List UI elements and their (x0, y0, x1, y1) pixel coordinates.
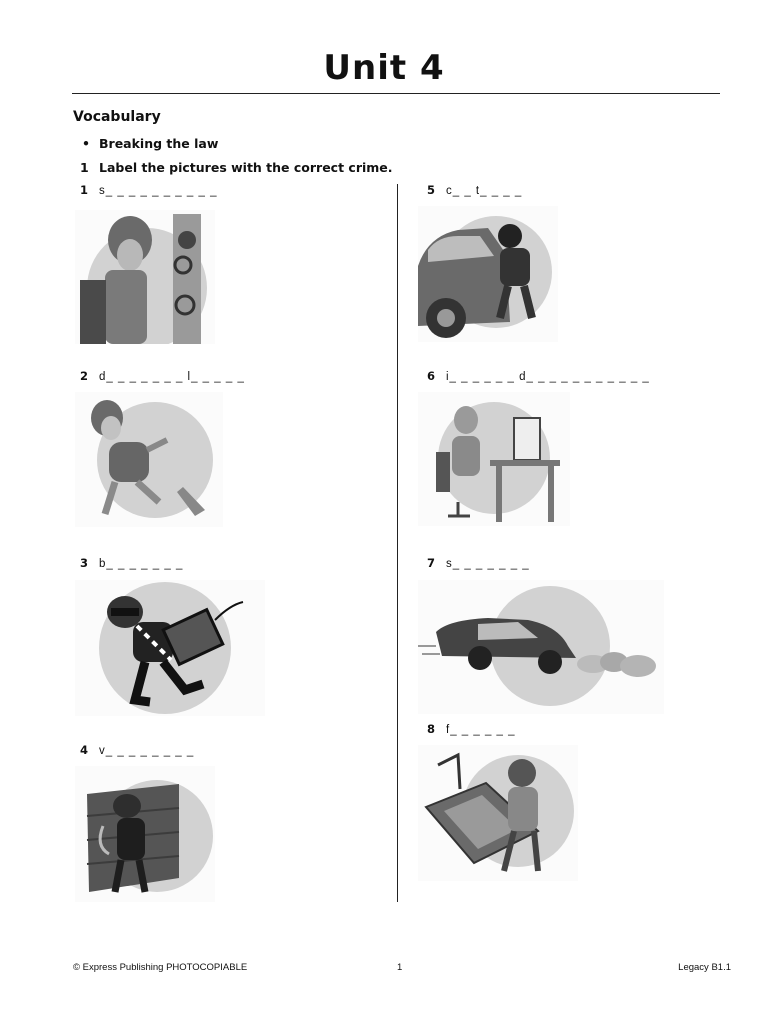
answer-blank[interactable]: s_ _ _ _ _ _ _ _ _ _ (99, 185, 218, 197)
car-thief-picture-icon (418, 206, 558, 342)
item-number: 1 (80, 183, 89, 197)
copyright-footer: © Express Publishing PHOTOCOPIABLE (73, 962, 248, 973)
illegal-download-picture-icon (418, 392, 570, 526)
item-number: 7 (427, 556, 436, 570)
bullet-label: Breaking the law (99, 136, 219, 151)
item-8 (427, 722, 516, 736)
instruction-text: Label the pictures with the correct crime. (99, 160, 393, 175)
graffiti-picture-icon (75, 210, 215, 344)
item-6 (427, 369, 650, 383)
item-number: 6 (427, 369, 436, 383)
item-number: 3 (80, 556, 89, 570)
answer-blank[interactable]: v_ _ _ _ _ _ _ _ (99, 745, 195, 757)
answer-blank[interactable]: i_ _ _ _ _ _ d_ _ _ _ _ _ _ _ _ _ _ (446, 371, 650, 383)
item-number: 5 (427, 183, 436, 197)
item-number: 4 (80, 743, 89, 757)
dropping-litter-picture-icon (75, 392, 223, 527)
exercise-instruction (80, 160, 393, 175)
section-heading: Vocabulary (73, 109, 161, 125)
page-number: 1 (397, 962, 403, 973)
bullet-icon: • (82, 136, 90, 151)
forgery-picture-icon (418, 745, 578, 881)
item-4 (80, 743, 194, 757)
answer-blank[interactable]: s_ _ _ _ _ _ _ (446, 558, 530, 570)
exercise-number: 1 (80, 160, 89, 175)
subsection-bullet (82, 136, 218, 151)
item-3 (80, 556, 183, 570)
item-number: 8 (427, 722, 436, 736)
item-number: 2 (80, 369, 89, 383)
book-level-footer: Legacy B1.1 (678, 962, 731, 973)
answer-blank[interactable]: b_ _ _ _ _ _ _ (99, 558, 184, 570)
answer-blank[interactable]: d_ _ _ _ _ _ _ l_ _ _ _ _ (99, 371, 245, 383)
item-7 (427, 556, 530, 570)
item-2 (80, 369, 245, 383)
item-1 (80, 183, 217, 197)
item-5 (427, 183, 522, 197)
page-title: Unit 4 (323, 48, 445, 88)
vandal-picture-icon (75, 766, 215, 902)
title-divider (72, 93, 720, 94)
answer-blank[interactable]: f_ _ _ _ _ _ (446, 724, 516, 736)
answer-blank[interactable]: c_ _ t_ _ _ _ (446, 185, 523, 197)
column-divider (397, 184, 398, 902)
speeding-car-picture-icon (418, 580, 664, 714)
burglar-picture-icon (75, 580, 265, 716)
